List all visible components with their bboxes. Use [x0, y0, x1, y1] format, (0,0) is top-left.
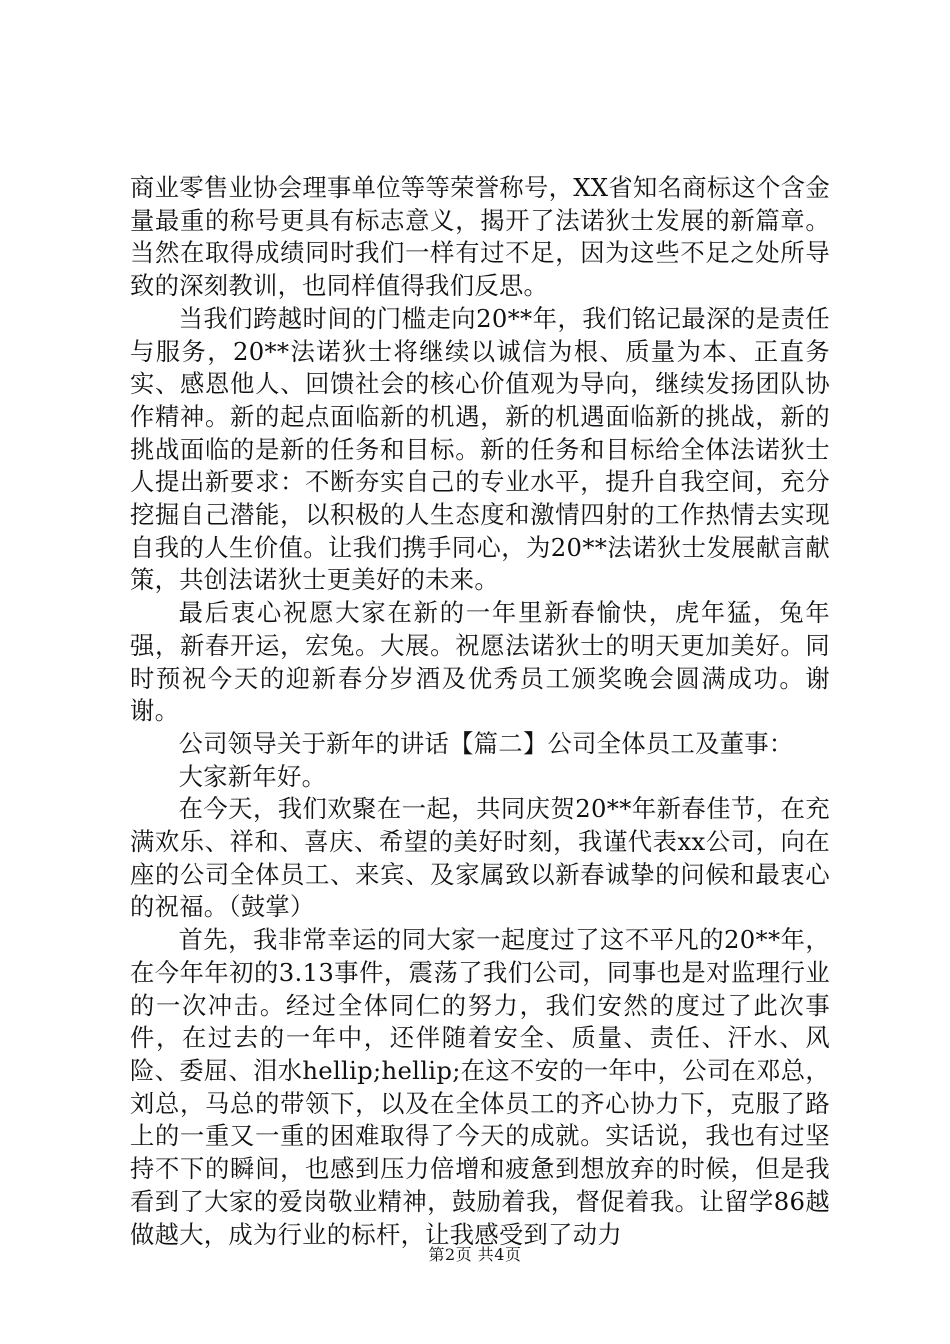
document-body	[130, 172, 830, 1251]
paragraph-1: 商业零售业协会理事单位等等荣誉称号，XX省知名商标这个含金量最重的称号更具有标志意义，揭开了法诺狄士发展的新篇章。当然在取得成绩同时我们一样有过不足，因为这些不足之处所导致的深刻教训，也同样值得我们反思。	[130, 173, 830, 301]
paragraph-2: 当我们跨越时间的门槛走向20**年，我们铭记最深的是责任与服务，20**法诺狄士将继续以诚信为根、质量为本、正直务实、感恩他人、回馈社会的核心价值观为导向，继续发扬团队协作精神。新的起点面临新的机遇，新的机遇面临新的挑战，新的挑战面临的是新的任务和目标。新的任务和目标给全体法诺狄士人提出新要求：不断夯实自己的专业水平，提升自我空间，充分挖掘自己潜能，以积极的人生态度和激情四射的工作热情去实现自我的人生价值。让我们携手同心，为20**法诺狄士发展献言献策，共创法诺狄士更美好的未来。	[130, 303, 830, 595]
paragraph-5: 首先，我非常幸运的同大家一起度过了这不平凡的20**年，在今年年初的3.13事件，震荡了我们公司，同事也是对监理行业的一次冲击。经过全体同仁的努力，我们安然的度过了此次事件，在过去的一年中，还伴随着安全、质量、责任、汗水、风险、委屈、泪水hellip;hellip;在这不安的一年中，公司在邓总，刘总，马总的带领下，以及在全体员工的齐心协力下，克服了路上的一重又一重的困难取得了今天的成就。实话说，我也有过坚持不下的瞬间，也感到压力倍增和疲惫到想放弃的时候，但是我看到了大家的爱岗敬业精神，鼓励着我，督促着我。让留学86越做越大，成为行业的标杆，让我感受到了动力	[130, 925, 830, 1249]
paragraph-3: 最后衷心祝愿大家在新的一年里新春愉快，虎年猛，兔年强，新春开运，宏兔。大展。祝愿法诺狄士的明天更加美好。同时预祝今天的迎新春分岁酒及优秀员工颁奖晚会圆满成功。谢谢。	[130, 598, 830, 726]
section-heading: 公司领导关于新年的讲话【篇二】公司全体员工及董事：	[178, 728, 794, 758]
paragraph-4: 在今天，我们欢聚在一起，共同庆贺20**年新春佳节，在充满欢乐、祥和、喜庆、希望的美好时刻，我谨代表xx公司，向在座的公司全体员工、来宾、及家属致以新春诚挚的问候和最衷心的祝福。（鼓掌）	[130, 794, 830, 922]
greeting: 大家新年好。	[178, 761, 327, 791]
page-number-footer: 第2页 共4页	[428, 1245, 522, 1264]
